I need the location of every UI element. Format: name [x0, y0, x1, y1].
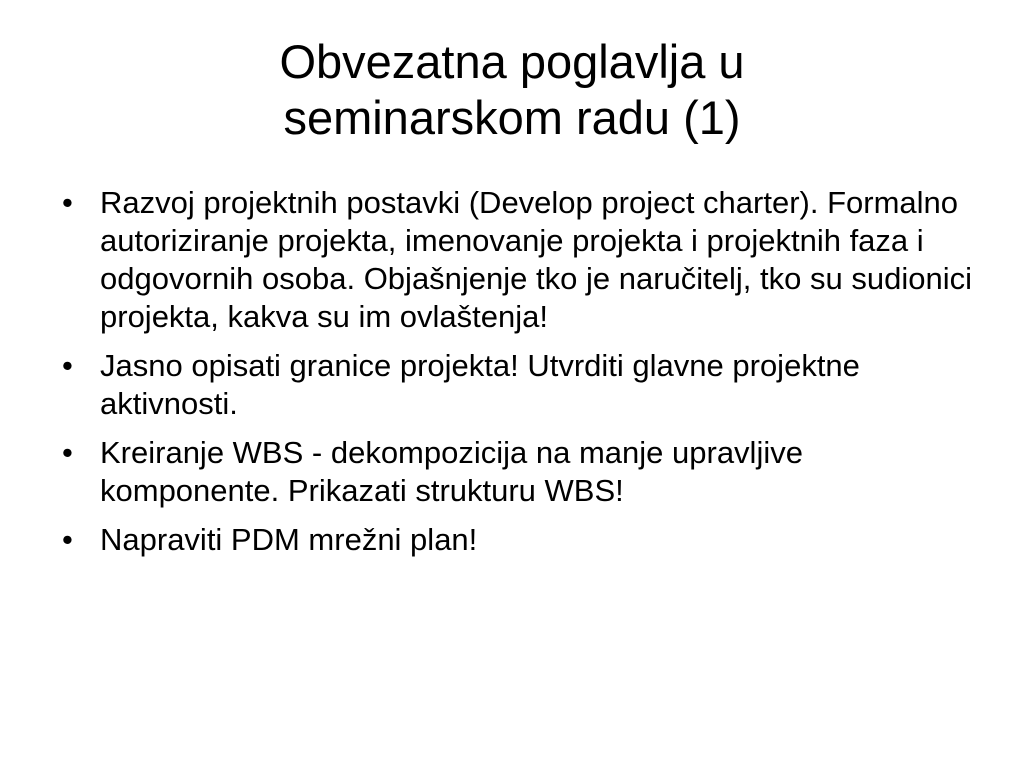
- bullet-text-2: Jasno opisati granice projekta! Utvrditi glavne projektne aktivnosti.: [100, 348, 860, 421]
- slide-title: [120, 34, 904, 146]
- bullet-text-3: Kreiranje WBS - dekompozicija na manje upravljive komponente. Prikazati strukturu WBS!: [100, 435, 803, 508]
- bullet-dot-icon: •: [62, 435, 73, 470]
- bullet-item-3: [56, 434, 976, 510]
- bullet-item-4: [56, 521, 976, 559]
- slide-title-line-2: seminarskom radu (1): [283, 91, 741, 144]
- bullet-item-2: [56, 347, 976, 423]
- bullet-text-4: Napraviti PDM mrežni plan!: [100, 522, 478, 557]
- bullet-list: [56, 184, 976, 570]
- bullet-dot-icon: •: [62, 185, 73, 220]
- bullet-dot-icon: •: [62, 348, 73, 383]
- bullet-text-1: Razvoj projektnih postavki (Develop project charter). Formalno autoriziranje projekta, imenovanje projekta i projektnih faza i odgovornih osoba. Objašnjenje tko je naručitelj, tko su sudionici projekta, kakva su im ovlaštenja!: [100, 185, 972, 334]
- bullet-dot-icon: •: [62, 522, 73, 557]
- slide-title-line-1: Obvezatna poglavlja u: [279, 35, 745, 88]
- bullet-item-1: [56, 184, 976, 336]
